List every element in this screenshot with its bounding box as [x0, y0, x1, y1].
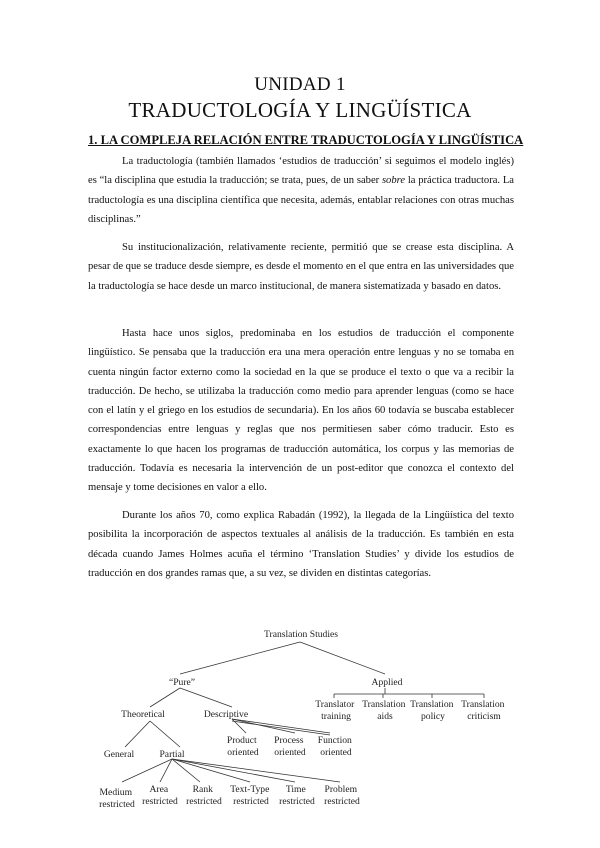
node-problem-restricted-line1: Problem: [324, 784, 358, 795]
node-time-restricted-line2: restricted: [279, 796, 315, 807]
node-translation-aids-line1: Translation: [362, 699, 406, 710]
node-texttype-restricted-line1: Text-Type: [230, 784, 270, 795]
node-texttype-restricted-line2: restricted: [233, 796, 269, 807]
paragraph-3: Hasta hace unos siglos, predominaba en los estudios de traducción el componente lingüístico. Se pensaba que la traducción era una mera operación entre lenguas y no se tomaba en cuenta ningún factor externo como la sociedad en la que se produce el texto o que va a recibir la traducción. De hecho, se utilizaba la traducción como medio para aprender lenguas (como se hace con el latín y el griego en los estudios de secundaria). En los años 60 todavía se buscaba establecer correspondencias entre lenguas y reglas que nos permitiesen saber cómo traducir. Esto es exactamente lo que hacen los programas de traducción automática, los corpus y las memorias de traducción. Todavía es necesaria la intervención de un post-editor que conozca el contexto del mensaje y tome decisiones en valor a ello.: [88, 328, 514, 494]
node-translation-aids-line2: aids: [377, 711, 393, 722]
node-process-oriented-line2: oriented: [274, 747, 306, 758]
paragraph-1-end: la práctica traductora. La traductología es una disciplina científica que necesita, además, entablar relaciones con otras muchas disciplinas.”: [88, 175, 514, 225]
node-product-oriented: [227, 735, 259, 758]
node-translation-studies: Translation Studies: [263, 629, 339, 640]
node-translator-training: [315, 699, 357, 722]
paragraph-1-start: La traductología (también llamados ‘estudios de traducción’ si seguimos el modelo inglés) es “la disciplina que estudia la traducción; se trata, pues, de un saber: [88, 156, 514, 187]
node-translation-criticism: [461, 699, 507, 722]
paragraph-4: Durante los años 70, como explica Rabadán (1992), la llegada de la Lingüística del texto posibilita la incorporación de aspectos textuales al análisis de la traducción. Es también en esta década cuando James Holmes acuña el término ‘Translation Studies’ y divide los estudios de traducción en dos grandes ramas que, a su vez, se dividen en distintas categorías.: [88, 510, 514, 579]
node-area-restricted-line1: Area: [149, 784, 169, 795]
node-medium-restricted: [99, 787, 135, 810]
node-translator-training-line2: training: [321, 711, 351, 722]
node-translation-policy-line1: Translation: [410, 699, 454, 710]
node-pure: “Pure”: [168, 677, 196, 688]
node-rank-restricted-line1: Rank: [192, 784, 213, 795]
unit-label: UNIDAD 1: [254, 74, 346, 95]
node-rank-restricted: [186, 784, 222, 807]
node-translation-criticism-line1: Translation: [461, 699, 505, 710]
node-time-restricted: [279, 784, 315, 807]
node-medium-restricted-line1: Medium: [99, 787, 133, 798]
paragraph-2: Su institucionalización, relativamente reciente, permitió que se crease esta disciplina. A pesar de que se traduce desde siempre, es desde el momento en el que entra en las universidades que la traductología se hace desde un marco institucional, de manera sistematizada y basado en datos.: [88, 242, 514, 292]
node-descriptive: Descriptive: [203, 709, 249, 720]
node-problem-restricted: [324, 784, 360, 807]
emphasis-sobre: sobre: [381, 175, 406, 187]
node-translation-policy-line2: policy: [421, 711, 445, 722]
node-function-oriented: [318, 735, 355, 758]
node-translation-criticism-line2: criticism: [467, 711, 501, 722]
node-area-restricted: [142, 784, 178, 807]
node-theoretical: Theoretical: [121, 709, 165, 720]
node-partial: Partial: [159, 749, 185, 760]
node-process-oriented: [274, 735, 306, 758]
section-heading: 1. LA COMPLEJA RELACIÓN ENTRE TRADUCTOLOGÍA Y LINGÜÍSTICA: [88, 133, 524, 147]
node-applied: Applied: [371, 677, 403, 688]
node-rank-restricted-line2: restricted: [186, 796, 222, 807]
node-translation-aids: [362, 699, 408, 722]
node-area-restricted-line2: restricted: [142, 796, 178, 807]
node-time-restricted-line1: Time: [285, 784, 306, 795]
node-translation-policy: [410, 699, 456, 722]
node-product-oriented-line2: oriented: [227, 747, 259, 758]
node-function-oriented-line2: oriented: [320, 747, 352, 758]
unit-title: TRADUCTOLOGÍA Y LINGÜÍSTICA: [128, 98, 472, 122]
node-texttype-restricted: [230, 784, 272, 807]
node-medium-restricted-line2: restricted: [99, 799, 135, 810]
node-translator-training-line1: Translator: [315, 699, 355, 710]
node-process-oriented-line1: Process: [274, 735, 304, 746]
node-function-oriented-line1: Function: [317, 735, 352, 746]
node-general: General: [103, 749, 135, 760]
node-product-oriented-line1: Product: [226, 735, 257, 746]
node-problem-restricted-line2: restricted: [324, 796, 360, 807]
